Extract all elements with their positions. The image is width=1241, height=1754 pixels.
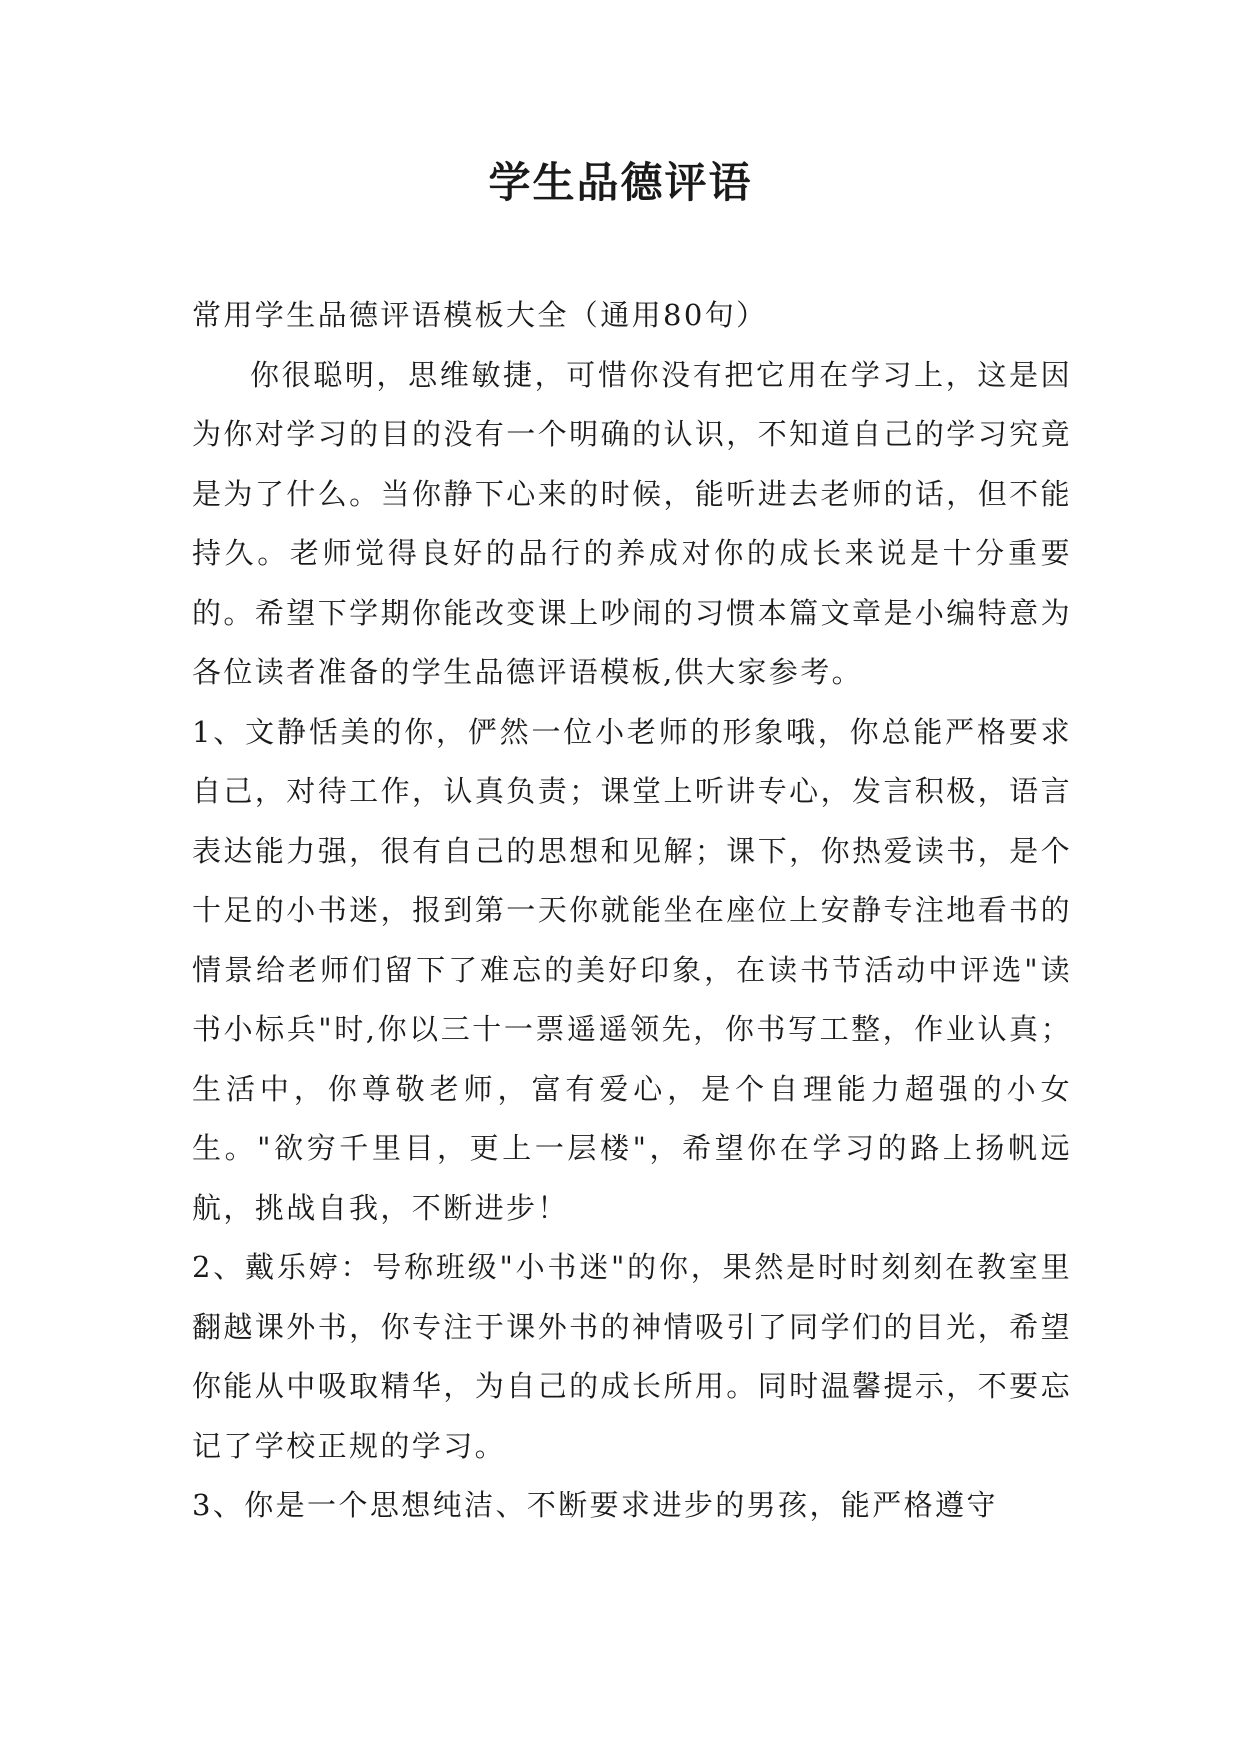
intro-paragraph: 你很聪明，思维敏捷，可惜你没有把它用在学习上，这是因为你对学习的目的没有一个明确的认识，不知道自己的学习究竟是为了什么。当你静下心来的时候，能听进去老师的话，但不能持久。老师觉得良好的品行的养成对你的成长来说是十分重要的。希望下学期你能改变课上吵闹的习惯本篇文章是小编特意为各位读者准备的学生品德评语模板,供大家参考。 [192, 357, 1072, 689]
comment-item-1: 1、文静恬美的你，俨然一位小老师的形象哦，你总能严格要求自己，对待工作，认真负责；课堂上听讲专心，发言积极，语言表达能力强，很有自己的思想和见解；课下，你热爱读书，是个十足的小书迷，报到第一天你就能坐在座位上安静专注地看书的情景给老师们留下了难忘的美好印象，在读书节活动中评选"读书小标兵"时,你以三十一票遥遥领先，你书写工整，作业认真；生活中，你尊敬老师，富有爱心，是个自理能力超强的小女生。"欲穷千里目，更上一层楼"，希望你在学习的路上扬帆远航，挑战自我，不断进步！ [192, 714, 1072, 1225]
comment-item-2: 2、戴乐婷：号称班级"小书迷"的你，果然是时时刻刻在教室里翻越课外书，你专注于课外书的神情吸引了同学们的目光，希望你能从中吸取精华，为自己的成长所用。同时温馨提示，不要忘记了学校正规的学习。 [192, 1250, 1072, 1463]
document-body [192, 286, 1072, 1536]
document-subtitle: 常用学生品德评语模板大全（通用80句） [192, 298, 768, 332]
document-title: 学生品德评语 [488, 158, 753, 207]
comment-item-3: 3、你是一个思想纯洁、不断要求进步的男孩，能严格遵守 [192, 1488, 998, 1522]
